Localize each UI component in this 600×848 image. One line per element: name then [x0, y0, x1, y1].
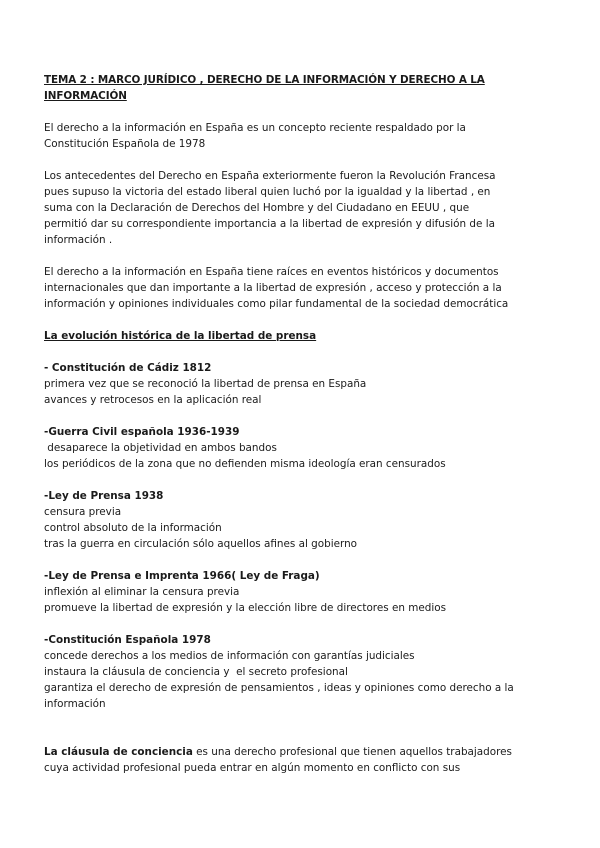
- section-heading: La evolución histórica de la libertad de prensa: [44, 330, 317, 342]
- roots-paragraph: [44, 264, 544, 312]
- text-fragment: es una derecho profesional que tienen aquellos trabajadores: [192, 746, 512, 758]
- text-line: El derecho a la información en España tiene raíces en eventos históricos y documentos: [44, 266, 499, 278]
- entry-heading: -Guerra Civil española 1936-1939: [44, 426, 240, 438]
- text-line: información y opiniones individuales como pilar fundamental de la sociedad democrática: [44, 298, 509, 310]
- text-line: instaura la cláusula de conciencia y el secreto profesional: [44, 666, 348, 678]
- text-line: [44, 744, 544, 760]
- text-line: promueve la libertad de expresión y la elección libre de directores en medios: [44, 602, 447, 614]
- entry-heading: -Ley de Prensa e Imprenta 1966( Ley de Fraga): [44, 570, 320, 582]
- document-page: [44, 72, 544, 792]
- text-line: concede derechos a los medios de información con garantías judiciales: [44, 650, 415, 662]
- history-entry-civil-war: [44, 424, 544, 472]
- history-entry-press-law-1938: [44, 488, 544, 552]
- text-line: Los antecedentes del Derecho en España exteriormente fueron la Revolución Francesa: [44, 170, 496, 182]
- entry-heading: - Constitución de Cádiz 1812: [44, 362, 212, 374]
- history-entry-cadiz: [44, 360, 544, 408]
- text-line: El derecho a la información en España es un concepto reciente respaldado por la: [44, 122, 466, 134]
- text-line: suma con la Declaración de Derechos del Hombre y del Ciudadano en EEUU , que: [44, 202, 470, 214]
- antecedents-paragraph: [44, 168, 544, 248]
- text-line: desaparece la objetividad en ambos bandos: [44, 442, 277, 454]
- text-line: censura previa: [44, 506, 122, 518]
- conscience-clause-paragraph: [44, 744, 544, 776]
- text-line: información: [44, 698, 106, 710]
- text-line: avances y retrocesos en la aplicación real: [44, 394, 262, 406]
- text-line: cuya actividad profesional pueda entrar en algún momento en conflicto con sus: [44, 762, 461, 774]
- text-line: inflexión al eliminar la censura previa: [44, 586, 240, 598]
- text-line: información .: [44, 234, 113, 246]
- text-line: control absoluto de la información: [44, 522, 222, 534]
- text-line: permitió dar su correspondiente importancia a la libertad de expresión y difusión de la: [44, 218, 495, 230]
- text-line: tras la guerra en circulación sólo aquellos afines al gobierno: [44, 538, 358, 550]
- title-line: INFORMACIÓN: [44, 90, 127, 102]
- title-line: TEMA 2 : MARCO JURÍDICO , DERECHO DE LA INFORMACIÓN Y DERECHO A LA: [44, 74, 485, 86]
- bold-term: La cláusula de conciencia: [44, 746, 193, 758]
- document-title: [44, 72, 544, 104]
- text-line: pues supuso la victoria del estado liberal quien luchó por la igualdad y la libertad , en: [44, 186, 491, 198]
- text-line: primera vez que se reconoció la libertad de prensa en España: [44, 378, 367, 390]
- text-line: internacionales que dan importante a la libertad de expresión , acceso y protección a la: [44, 282, 502, 294]
- text-line: garantiza el derecho de expresión de pensamientos , ideas y opiniones como derecho a la: [44, 682, 514, 694]
- text-line: Constitución Española de 1978: [44, 138, 206, 150]
- history-entry-press-law-1966: [44, 568, 544, 616]
- entry-heading: -Ley de Prensa 1938: [44, 490, 164, 502]
- entry-heading: -Constitución Española 1978: [44, 634, 211, 646]
- intro-paragraph: [44, 120, 544, 152]
- history-entry-constitution-1978: [44, 632, 544, 712]
- text-line: los periódicos de la zona que no defienden misma ideología eran censurados: [44, 458, 446, 470]
